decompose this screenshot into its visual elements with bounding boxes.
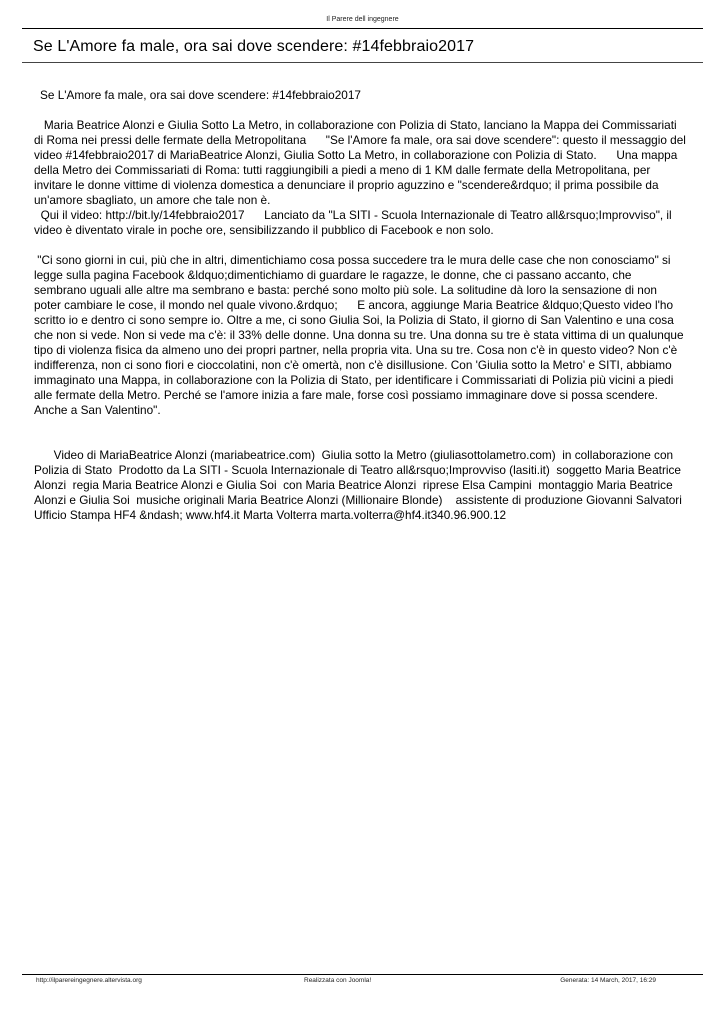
article-paragraph-intro: Maria Beatrice Alonzi e Giulia Sotto La Metro, in collaborazione con Polizia di Stato, lanciano la Mappa dei Commissariati di Roma nei pressi delle fermate della Metropolitana "Se l'Amore fa male, ora sai dove scendere": questo il messaggio del video #14febbraio2017 di MariaBeatrice Alonzi, Giulia Sotto La Metro, in collaborazione con Polizia di Stato. Una mappa della Metro dei Commissariati di Roma: tutti raggiungibili a piedi a meno di 1 KM dalle fermate della Metropolitana, per invitare le donne vittime di violenza domestica a denunciare il proprio aguzzino e "scendere&rdquo; il prima possibile da un'amore sbagliato, un amore che tale non è.	[34, 118, 690, 207]
footer-divider	[22, 974, 703, 975]
footer-cms-credit: Realizzata con Joomla!	[304, 977, 372, 984]
article-subtitle: Se L'Amore fa male, ora sai dove scendere: #14febbraio2017	[40, 88, 361, 102]
article-paragraph-quote: "Ci sono giorni in cui, più che in altri, dimentichiamo cosa possa succedere tra le mura delle case che non conosciamo" si legge sulla pagina Facebook &ldquo;dimentichiamo di guardare le ragazze, le donne, che ci passano accanto, che sembrano uguali alle altre ma sembrano e basta: perché sono molto più sole. La solitudine dà loro la sensazione di non poter cambiare le cose, il mondo nel quale vivono.&rdquo; E ancora, aggiunge Maria Beatrice &ldquo;Questo video l'ho scritto io e dentro ci sono sempre io. Oltre a me, ci sono Giulia Soi, la Polizia di Stato, il giorno di San Valentino e una cosa che non si vede. Non si vede ma c'è: il 33% delle donne. Una donna su tre. Una donna su tre è stata vittima di un qualunque tipo di violenza fisica da almeno uno dei propri partner, nella propria vita. Una su tre. Cosa non c'è in questo video? Non c'è indifferenza, non ci sono fiori e cioccolatini, non c'è omertà, non c'è disillusione. Con 'Giulia sotto la Metro' e SITI, abbiamo immaginato una Mappa, in collaborazione con la Polizia di Stato, per identificare i Commissariati di Polizia più vicini a piedi alle fermate della Metro. Perché se l'amore inizia a fare male, forse così possiamo immaginare dove si possa scendere. Anche a San Valentino".	[34, 253, 687, 417]
title-divider	[22, 62, 703, 63]
header-divider	[22, 28, 703, 29]
page-title: Se L'Amore fa male, ora sai dove scendere: #14febbraio2017	[33, 38, 475, 55]
footer-generated-date: Generata: 14 March, 2017, 16:29	[560, 977, 656, 984]
site-name-header: Il Parere dell ingegnere	[326, 16, 399, 23]
page-footer	[36, 977, 656, 987]
article-paragraph-video: Qui il video: http://bit.ly/14febbraio2017 Lanciato da "La SITI - Scuola Internazionale di Teatro all&rsquo;Improvviso", il video è diventato virale in poche ore, sensibilizzando il pubblico di Facebook e non solo.	[34, 208, 675, 237]
article-body	[34, 88, 699, 523]
footer-site-url: http://ilparereingegnere.altervista.org	[36, 977, 142, 984]
article-paragraph-credits: Video di MariaBeatrice Alonzi (mariabeatrice.com) Giulia sotto la Metro (giuliasottolametro.com) in collaborazione con Polizia di Stato Prodotto da La SITI - Scuola Internazionale di Teatro all&rsquo;Improvviso (lasiti.it) soggetto Maria Beatrice Alonzi regia Maria Beatrice Alonzi e Giulia Soi con Maria Beatrice Alonzi riprese Elsa Campini montaggio Maria Beatrice Alonzi e Giulia Soi musiche originali Maria Beatrice Alonzi (Millionaire Blonde) assistente di produzione Giovanni Salvatori Ufficio Stampa HF4 &ndash; www.hf4.it Marta Volterra marta.volterra@hf4.it340.96.900.12	[34, 448, 699, 522]
